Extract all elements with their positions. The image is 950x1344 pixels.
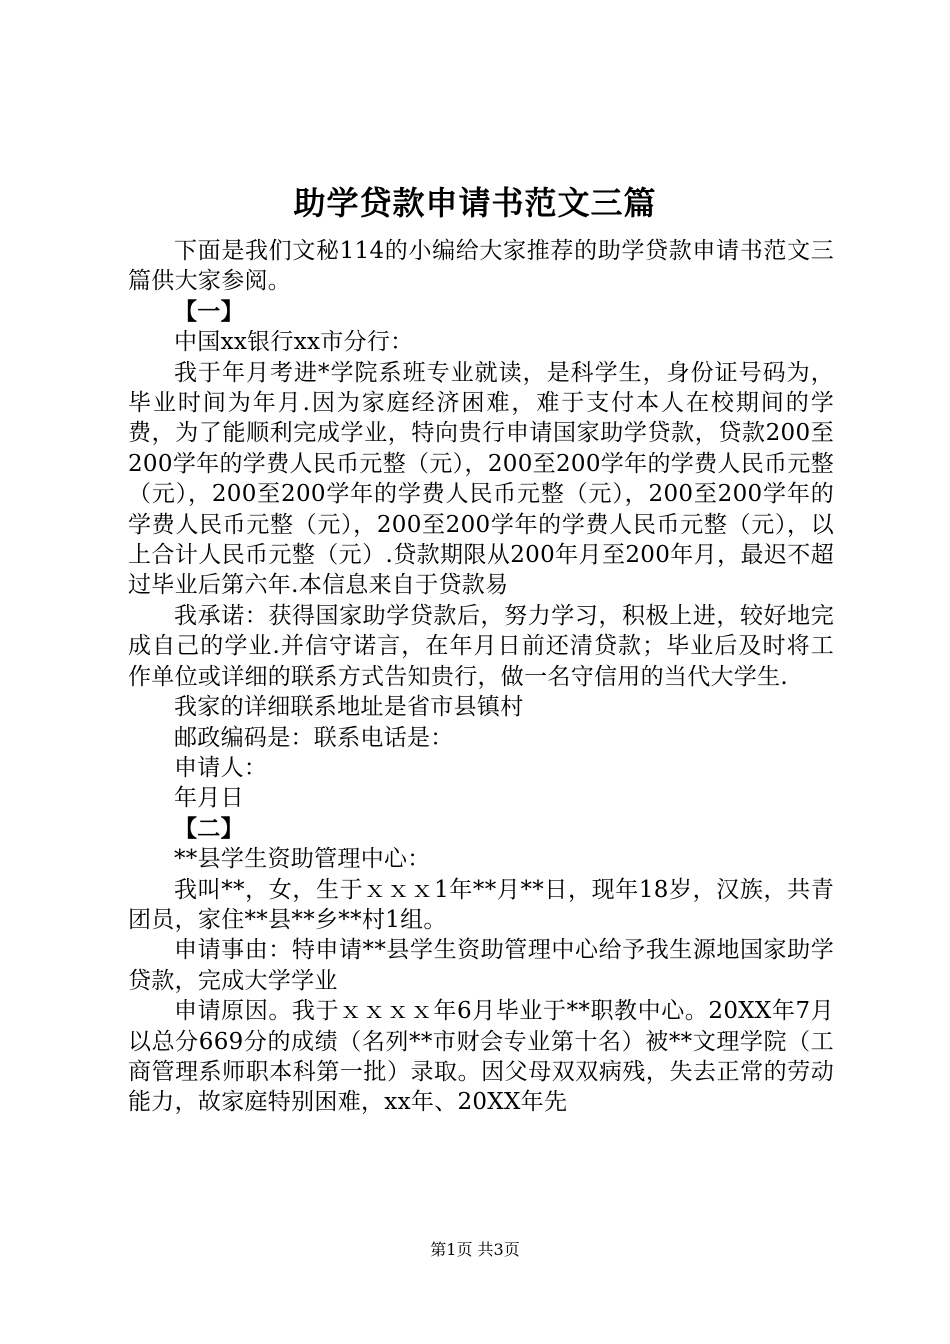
salutation-1: 中国xx银行xx市分行： <box>174 329 414 356</box>
body-paragraph: 我承诺：获得国家助学贷款后，努力学习，积极上进，较好地完成自己的学业.并信守诺言，在年月日前还清贷款；毕业后及时将工作单位或详细的联系方式告知贵行，做一名守信用的当代大学生. <box>128 602 834 690</box>
section-heading-1: 【一】 <box>174 297 244 325</box>
document-body <box>128 236 834 1118</box>
body-paragraph: 我叫**，女，生于ｘｘｘ1年**月**日，现年18岁，汉族，共青团员，家住**县**乡**村1组。 <box>128 876 834 933</box>
intro-paragraph: 下面是我们文秘114的小编给大家推荐的助学贷款申请书范文三篇供大家参阅。 <box>128 238 834 295</box>
applicant-line: 申请人： <box>174 754 268 781</box>
date-line: 年月日 <box>174 785 244 812</box>
section-heading-2: 【二】 <box>174 814 244 842</box>
body-paragraph: 我于年月考进*学院系班专业就读，是科学生，身份证号码为，毕业时间为年月.因为家庭经济困难，难于支付本人在校期间的学费，为了能顺利完成学业，特向贵行申请国家助学贷款，贷款200至200学年的学费人民币元整（元），200至200学年的学费人民币元整（元），200至200学年的学费人民币元整（元），200至200学年的学费人民币元整（元），200至200学年的学费人民币元整（元），以上合计人民币元整（元）.贷款期限从200年月至200年月，最迟不超过毕业后第六年.本信息来自于贷款易 <box>128 359 834 599</box>
body-paragraph: 申请事由：特申请**县学生资助管理中心给予我生源地国家助学贷款，完成大学学业 <box>128 937 834 994</box>
page-footer: 第1页 共3页 <box>430 1240 520 1259</box>
contact-line: 邮政编码是：联系电话是： <box>174 724 454 751</box>
salutation-2: **县学生资助管理中心： <box>174 846 431 873</box>
address-line: 我家的详细联系地址是省市县镇村 <box>174 694 524 721</box>
body-paragraph: 申请原因。我于ｘｘｘｘ年6月毕业于**职教中心。20XX年7月以总分669分的成绩（名列**市财会专业第十名）被**文理学院（工商管理系师职本科第一批）录取。因父母双双病残，失去正常的劳动能力，故家庭特别困难，xx年、20XX年先 <box>128 998 834 1116</box>
document-title: 助学贷款申请书范文三篇 <box>293 184 657 222</box>
